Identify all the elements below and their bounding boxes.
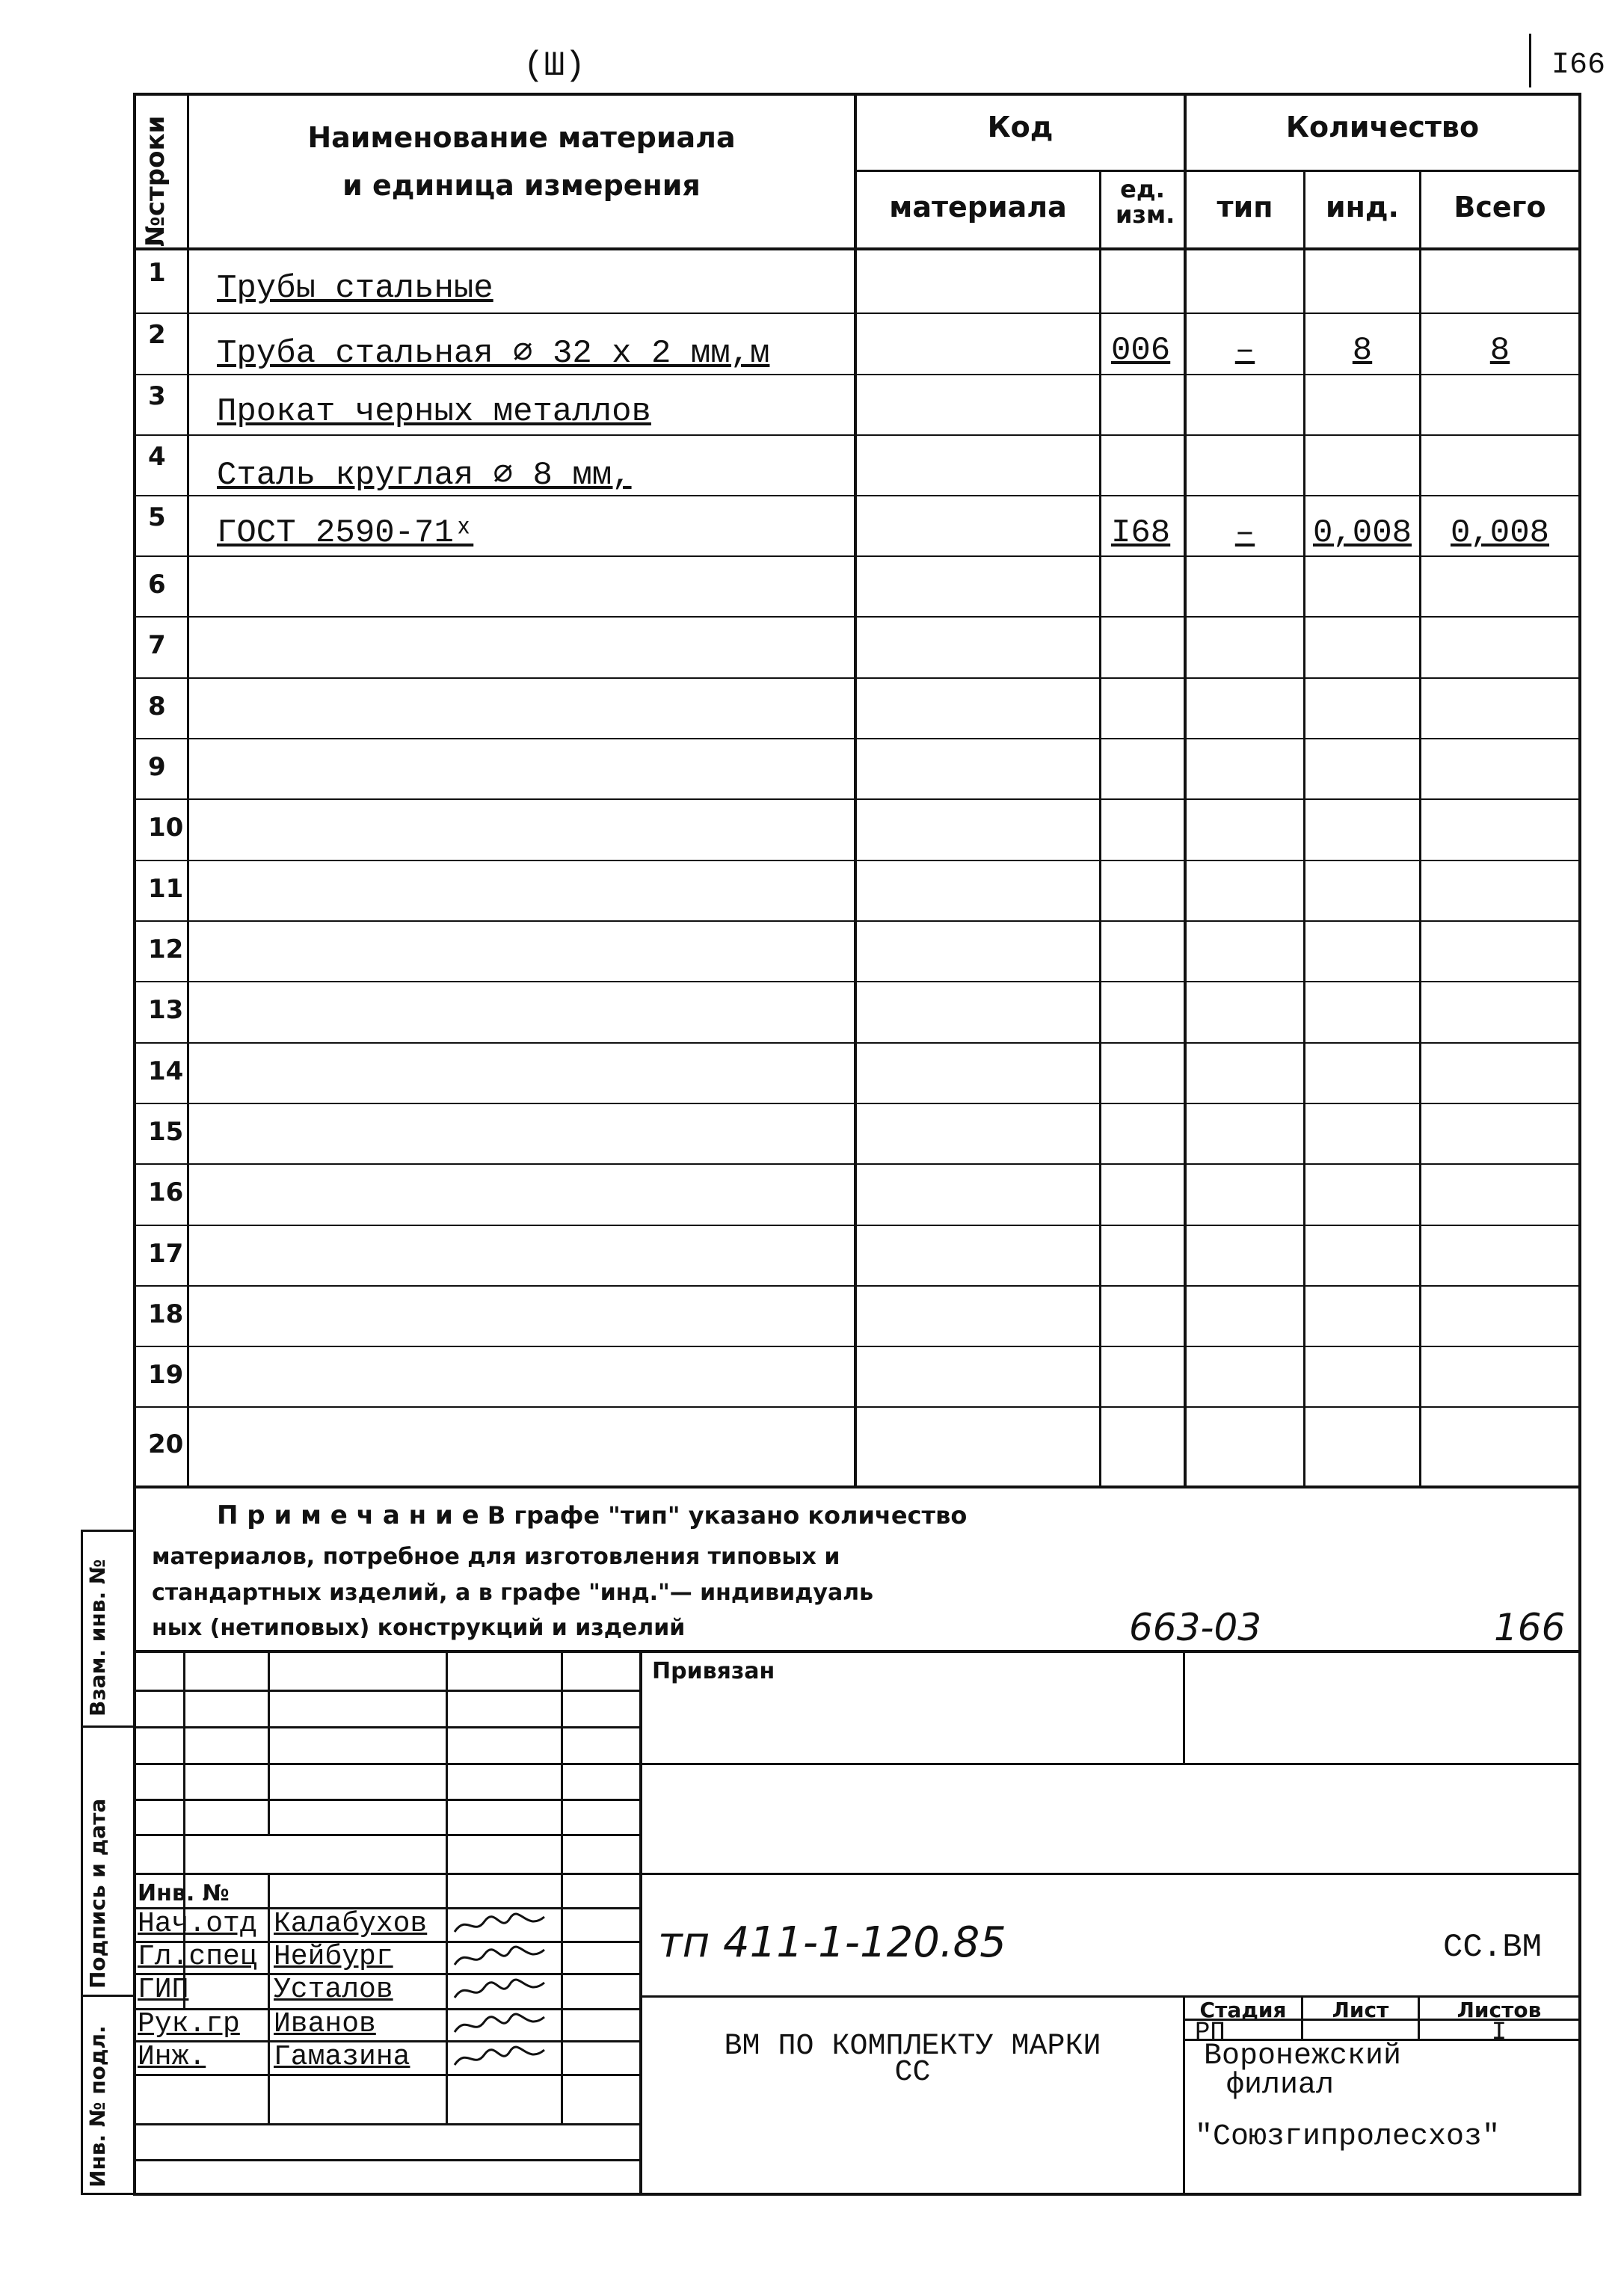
org-line3: "Союзгипролесхоз" [1195,2120,1501,2154]
note-line3: стандартных изделий, а в графе "инд."— индивидуаль [152,1580,874,1606]
row-divider [187,434,1581,436]
row-number-divider [133,374,188,375]
header-quantity: Количество [1285,111,1480,144]
row-name-cell: Трубы стальные [217,270,493,307]
row-number: 4 [148,442,166,472]
row-divider [187,313,1581,314]
side-label-podpis: Подпись и дата [85,1798,110,1989]
note-line2: материалов, потребное для изготовления типовых и [152,1544,840,1570]
stamp-privyazan-split [1183,1650,1185,1763]
row-number: 10 [148,813,184,843]
row-number: 12 [148,935,184,964]
row-unit-cell: 006 [1111,332,1171,369]
stamp-right-row1 [639,1763,1581,1765]
row-number: 8 [148,692,166,721]
privyazan-label: Привязан [652,1658,775,1684]
note-line4: ных (нетиповых) конструкций и изделий [152,1615,686,1641]
stamp-left-row13 [133,2123,642,2125]
side-strip-div1 [81,1725,135,1728]
row-divider [187,374,1581,375]
row-number: 7 [148,630,166,660]
stamp-left-row6 [133,1873,642,1875]
row-number-divider [133,555,188,557]
row-number: 20 [148,1429,184,1459]
header-name-line1: Наименование материала [307,121,736,154]
row-type-cell: – [1234,514,1255,552]
row-name-cell: Труба стальная ∅ 32 x 2 мм,м [217,335,770,372]
stamp-left-row12 [133,2074,642,2076]
page-number: I66 [1551,49,1606,82]
signatory-name: Гамазина [274,2041,410,2073]
sheets-label: Листов [1457,1998,1542,2022]
page-number-divider [1529,34,1531,87]
row-divider [187,1103,1581,1104]
row-number: 19 [148,1360,184,1390]
stamp-bottom [133,2193,1581,2196]
row-unit-cell: I68 [1111,514,1171,552]
table-right-border [1578,93,1581,2195]
album-number: 663-03 [1129,1606,1262,1649]
unit-col-line [1184,93,1187,1488]
row-number: 14 [148,1056,184,1086]
row-number: 15 [148,1117,184,1147]
stamp-col2b [268,1873,270,2125]
header-bottom-border [133,247,1581,250]
signature-scribble [452,1944,549,1971]
row-divider [187,920,1581,922]
row-name-cell: Сталь круглая ∅ 8 мм, [217,457,632,494]
row-number: 11 [148,874,184,904]
side-strip-left [81,1530,83,2195]
row-number-divider [133,1042,188,1044]
row-number-divider [133,738,188,739]
table-bottom-border [133,1486,1581,1488]
row-number-divider [133,313,188,314]
stamp-col3 [446,1650,448,2125]
sheet-label: Лист [1332,1998,1389,2022]
signatory-name: Усталов [274,1974,393,2006]
side-strip-div2 [81,1995,135,1997]
header-qty-type: тип [1217,191,1273,224]
stage-value: РП [1195,2019,1225,2047]
header-qty-ind: инд. [1325,191,1399,224]
signatory-name: Нейбург [274,1941,393,1973]
note-line1 [217,1500,967,1530]
stamp-right-row2 [639,1873,1581,1875]
row-number-divider [133,1406,188,1408]
row-number-divider [133,434,188,436]
row-divider [187,677,1581,679]
row-divider [187,981,1581,982]
signatory-role: Нач.отд [138,1908,257,1940]
note-lead: П р и м е ч а н и е [217,1500,479,1530]
signatory-name: Иванов [274,2008,376,2040]
project-code: тп 411-1-120.85 [658,1918,1006,1967]
signature-scribble [452,2011,549,2038]
doc-title-line1: ВМ ПО КОМПЛЕКТУ МАРКИ [724,2030,1101,2063]
row-number-divider [133,1103,188,1104]
stamp-col1 [183,1650,185,1873]
stamp-left-row14 [133,2159,642,2161]
signatory-role: Рук.гр [138,2008,240,2040]
table-top-border [133,93,1581,96]
row-divider [187,616,1581,618]
row-number: 1 [148,258,166,288]
row-ind-cell: 8 [1352,332,1373,369]
stamp-col4 [561,1650,563,2125]
row-number-divider [133,981,188,982]
row-number-divider [133,1225,188,1226]
header-row-number: №строки [141,115,170,247]
row-total-cell: 0,008 [1450,514,1550,552]
row-number: 3 [148,381,166,411]
side-strip-right [133,1486,136,2195]
row-number: 5 [148,502,166,532]
row-number-divider [133,798,188,800]
row-divider [187,1406,1581,1408]
row-number-divider [133,616,188,618]
header-name-line2: и единица измерения [342,169,701,202]
row-number-divider [133,495,188,496]
org-line2: филиал [1226,2069,1335,2102]
signature-scribble [452,1911,549,1938]
side-strip-top [81,1530,135,1532]
side-strip-bottom [81,2193,135,2195]
signatory-role: ГИП [138,1974,189,2006]
signatory-role: Гл.спец [138,1941,257,1973]
stamp-col2 [268,1650,270,1834]
row-number-divider [133,1285,188,1287]
note-text1: В графе "тип" указано количество [479,1501,968,1530]
row-divider [187,738,1581,739]
document-mark: СС.ВМ [1443,1929,1543,1966]
org-line1: Воронежский [1204,2039,1402,2073]
row-number-divider [133,860,188,861]
section-mark: (Ш) [523,46,585,85]
side-label-vzam: Взам. инв. № [85,1559,110,1717]
row-ind-cell: 0,008 [1312,514,1412,552]
stamp-left-row2 [133,1726,642,1728]
header-code: Код [987,111,1054,144]
rownum-col-line [187,93,189,1488]
handwritten-page: 166 [1494,1606,1566,1649]
row-type-cell: – [1234,332,1255,369]
sheets-value: I [1491,2019,1507,2047]
signatory-name: Калабухов [274,1908,428,1940]
stamp-top [133,1650,1581,1653]
signatory-role: Инж. [138,2041,206,2073]
row-number: 18 [148,1299,184,1329]
signature-scribble [452,1977,549,2004]
stamp-col5 [639,1650,642,2195]
stamp-left-row3 [133,1763,642,1765]
row-name-cell: Прокат черных металлов [217,393,651,431]
header-qty-total: Всего [1454,191,1546,224]
stage-label: Стадия [1199,1998,1287,2022]
row-number-divider [133,920,188,922]
row-number: 6 [148,570,166,600]
row-divider [187,555,1581,557]
row-number: 2 [148,320,166,350]
row-number-divider [133,677,188,679]
row-number-divider [133,1346,188,1347]
row-divider [187,1225,1581,1226]
row-name-cell: ГОСТ 2590-71ˣ [217,514,474,552]
header-code-unit: ед. изм. [1116,175,1175,229]
row-total-cell: 8 [1489,332,1510,369]
stamp-left-row1 [133,1690,642,1692]
row-divider [187,798,1581,800]
row-number: 9 [148,752,166,782]
row-divider [187,1285,1581,1287]
doc-title-line2: СС [894,2056,931,2090]
row-divider [187,1163,1581,1165]
stamp-left-row4 [133,1799,642,1801]
stamp-left-row5 [133,1834,642,1836]
row-divider [187,1346,1581,1347]
header-code-material: материала [889,191,1067,224]
row-divider [187,495,1581,496]
row-divider [187,860,1581,861]
stage-col-left [1183,1995,1185,2195]
row-number-divider [133,1163,188,1165]
row-number: 17 [148,1239,184,1269]
table-left-border [133,93,136,1488]
side-label-inv-podl: Инв. № подл. [85,2025,110,2188]
row-number: 13 [148,995,184,1025]
name-col-line [854,93,857,1488]
material-col-line [1099,170,1101,1488]
row-divider [187,1042,1581,1044]
code-qty-header-split [854,170,1581,172]
inv-no-label: Инв. № [138,1880,230,1906]
row-number: 16 [148,1177,184,1207]
signature-scribble [452,2044,549,2071]
